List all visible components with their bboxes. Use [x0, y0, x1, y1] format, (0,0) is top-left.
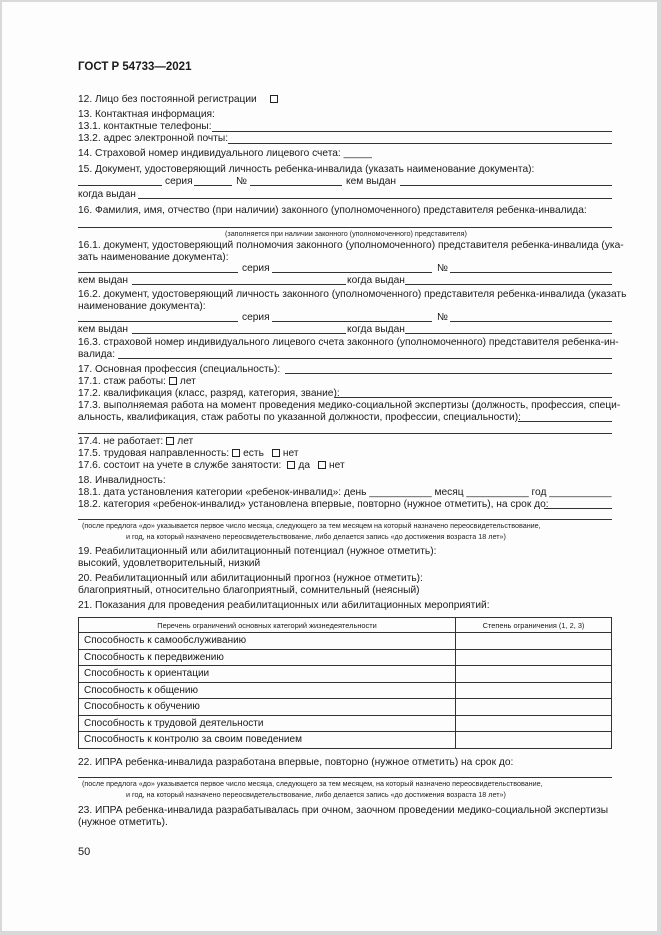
label-num: № [437, 263, 448, 274]
table-row: Способность к ориентации [79, 666, 612, 683]
doc162-issued-by-field[interactable] [132, 333, 346, 334]
table-row: Способность к контролю за своим поведением [79, 732, 612, 749]
item-16-3a: 16.3. страховой номер индивидуального лицевого счета законного (уполномоченного) представителя ребенка-ин- [78, 337, 619, 348]
label-kem: кем выдан [78, 324, 129, 335]
checkbox-yes[interactable] [232, 449, 240, 457]
note-term-2: и год, на который назначено переосвидетельствование, либо делается запись «до достижения возраста 18 лет») [126, 532, 506, 541]
item-22: 22. ИПРА ребенка-инвалида разработана впервые, повторно (нужное отметить) на срок до: [78, 757, 514, 768]
number-field[interactable] [250, 185, 342, 186]
label-kem: кем выдан [346, 176, 397, 187]
doc161-name-field[interactable] [78, 272, 238, 273]
item-17-6: 17.6. состоит на учете в службе занятости: да нет [78, 460, 345, 471]
item-17: 17. Основная профессия (специальность): [78, 364, 281, 375]
item-23a: 23. ИПРА ребенка-инвалида разрабатывалась при очном, заочном проведении медико-социальной экспертизы [78, 805, 609, 816]
issued-date-field[interactable] [138, 198, 612, 199]
checkbox-no[interactable] [272, 449, 280, 457]
item-13-2: 13.2. адрес электронной почты: [78, 133, 229, 144]
checkbox-no[interactable] [318, 461, 326, 469]
item-23b: (нужное отметить). [78, 817, 168, 828]
item-13: 13. Контактная информация: [78, 109, 215, 120]
table-row: Способность к самообслуживанию [79, 633, 612, 650]
note-ipra-2: и год, на который назначено переосвидетельствование, либо делается запись «до достижения возраста 18 лет») [126, 790, 506, 799]
item-17-4: 17.4. не работает: лет [78, 436, 194, 447]
degree-cell[interactable] [456, 715, 612, 732]
doc161-seria-field[interactable] [272, 272, 432, 273]
item-19-value: высокий, удовлетворительный, низкий [78, 558, 261, 569]
item-16: 16. Фамилия, имя, отчество (при наличии) законного (уполномоченного) представителя ребенка-инвалида: [78, 205, 587, 216]
item-16-3b: валида: [78, 349, 116, 360]
note-ipra-1: (после предлога «до» указывается первое число месяца, следующего за тем месяцем, на который назначено переосвидетельствование, [82, 779, 543, 788]
table-row: Способность к обучению [79, 699, 612, 716]
table-header-category: Перечень ограничений основных категорий жизнедеятельности [79, 618, 456, 633]
degree-cell[interactable] [456, 649, 612, 666]
doc161-date-field[interactable] [405, 284, 612, 285]
degree-cell[interactable] [456, 732, 612, 749]
doc162-seria-field[interactable] [272, 321, 432, 322]
term-field[interactable] [544, 508, 612, 509]
degree-cell[interactable] [456, 666, 612, 683]
item-12: 12. Лицо без постоянной регистрации [78, 94, 281, 106]
label-seria: серия [242, 312, 270, 323]
checkbox[interactable] [270, 95, 278, 103]
label-kem: кем выдан [78, 275, 129, 286]
item-20: 20. Реабилитационный или абилитационный прогноз (нужное отметить): [78, 573, 423, 584]
label-num: № [236, 176, 247, 187]
doc162-number-field[interactable] [450, 321, 612, 322]
item-17-1: 17.1. стаж работы: лет [78, 376, 196, 387]
phones-field[interactable] [212, 131, 612, 132]
item-18: 18. Инвалидность: [78, 475, 166, 486]
item-14: 14. Страховой номер индивидуального лицевого счета: _____ [78, 148, 372, 159]
job-field-2[interactable] [78, 433, 612, 434]
label-seria: серия [242, 263, 270, 274]
table-header-degree: Степень ограничения (1, 2, 3) [456, 618, 612, 633]
profession-field[interactable] [285, 373, 612, 374]
document-header: ГОСТ Р 54733—2021 [78, 61, 192, 73]
doc161-number-field[interactable] [450, 272, 612, 273]
doc-name-field[interactable] [78, 185, 162, 186]
item-16-1b: зать наименование документа): [78, 252, 229, 263]
item-15: 15. Документ, удостоверяющий личность ребенка-инвалида (указать наименование документа): [78, 164, 535, 175]
label-kogda: когда выдан [347, 275, 405, 286]
ipra-term-field[interactable] [78, 777, 612, 778]
item-17-3b: альность, квалификация, стаж работы по указанной должности, профессии, специальности): [78, 412, 521, 423]
table-row: Способность к передвижению [79, 649, 612, 666]
checkbox[interactable] [169, 377, 177, 385]
degree-cell[interactable] [456, 699, 612, 716]
label-seria: серия [165, 176, 193, 187]
checkbox-yes[interactable] [287, 461, 295, 469]
doc161-issued-by-field[interactable] [132, 284, 346, 285]
item-17-5: 17.5. трудовая направленность: есть нет [78, 448, 299, 459]
item-13-1: 13.1. контактные телефоны: [78, 121, 212, 132]
degree-cell[interactable] [456, 682, 612, 699]
item-16-2a: 16.2. документ, удостоверяющий личность законного (уполномоченного) представителя ребенка-инвалида (указать [78, 289, 627, 300]
note-term-1: (после предлога «до» указывается первое число месяца, следующего за тем месяцем на который назначено переосвидетельствование, [82, 521, 541, 530]
item-19: 19. Реабилитационный или абилитационный потенциал (нужное отметить): [78, 546, 437, 557]
representative-name-field[interactable] [78, 227, 612, 228]
item-18-2: 18.2. категория «ребенок-инвалид» установлена впервые, повторно (нужное отметить), на срок до: [78, 499, 549, 510]
doc162-name-field[interactable] [78, 321, 238, 322]
qualification-field[interactable] [335, 397, 612, 398]
doc162-date-field[interactable] [405, 333, 612, 334]
issued-by-field[interactable] [400, 185, 612, 186]
email-field[interactable] [228, 143, 612, 144]
note-representative: (заполняется при наличии законного (уполномоченного) представителя) [225, 229, 467, 238]
page-number: 50 [78, 846, 91, 858]
seria-field[interactable] [194, 185, 232, 186]
label-kogda: когда выдан [347, 324, 405, 335]
item-20-value: благоприятный, относительно благоприятный, сомнительный (неясный) [78, 585, 420, 596]
label-num: № [437, 312, 448, 323]
degree-cell[interactable] [456, 633, 612, 650]
item-16-2b: наименование документа): [78, 301, 206, 312]
limitations-table [78, 617, 612, 749]
term-field-2[interactable] [78, 519, 612, 520]
checkbox[interactable] [166, 437, 174, 445]
label-kogda: когда выдан [78, 189, 136, 200]
snils-representative-field[interactable] [118, 358, 612, 359]
job-field[interactable] [518, 421, 612, 422]
item-21: 21. Показания для проведения реабилитационных или абилитационных мероприятий: [78, 600, 490, 611]
table-row: Способность к общению [79, 682, 612, 699]
table-row: Способность к трудовой деятельности [79, 715, 612, 732]
item-18-1: 18.1. дата установления категории «ребенок-инвалид»: день ___________ месяц ___________ год ___________ [78, 487, 612, 498]
item-16-1a: 16.1. документ, удостоверяющий полномочия законного (уполномоченного) представителя ребенка-инвалида (ука- [78, 240, 624, 251]
item-17-3a: 17.3. выполняемая работа на момент проведения медико-социальной экспертизы (должность, профессия, специ- [78, 400, 621, 411]
item-17-2: 17.2. квалификация (класс, разряд, категория, звание): [78, 388, 340, 399]
